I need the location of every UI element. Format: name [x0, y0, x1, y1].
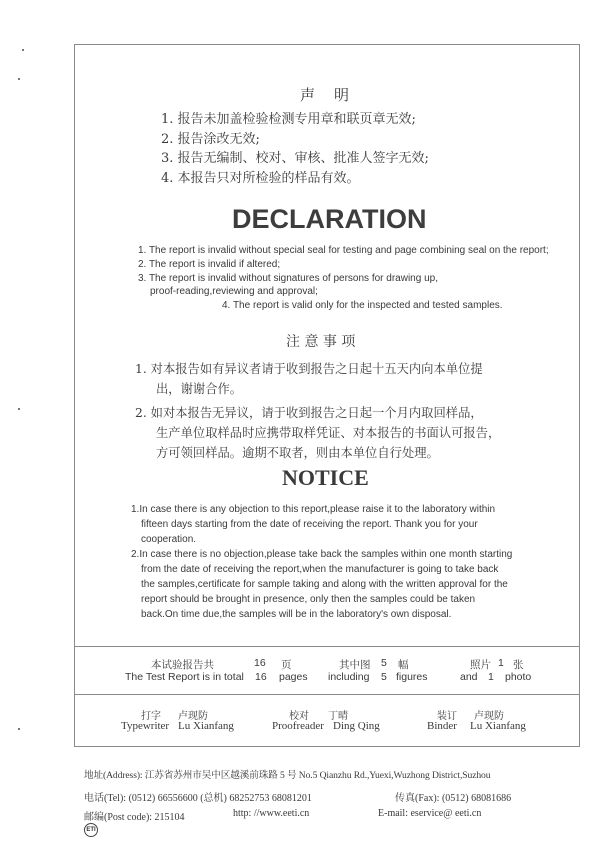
- notice-cn-line: 1. 对本报告如有异议者请于收到报告之日起十五天内向本单位提: [135, 362, 483, 376]
- declaration-cn-item: 1. 报告未加盖检验检测专用章和联页章无效;: [161, 112, 416, 127]
- notice-cn-title: 注 意 事 项: [286, 334, 356, 350]
- notice-cn-line: 2. 如对本报告无异议，请于收到报告之日起一个月内取回样品，: [135, 406, 483, 420]
- typewriter-name-en: Lu Xianfang: [178, 720, 234, 732]
- report-total-pages-en: 16: [255, 671, 267, 683]
- report-photo-unit-cn: 张: [513, 659, 524, 671]
- proofreader-name-en: Ding Qing: [333, 720, 380, 732]
- proofreader-label-cn: 校对: [289, 711, 309, 722]
- notice-cn-list: [135, 359, 500, 463]
- footer-fax: 传真(Fax): (0512) 68081686: [395, 793, 512, 804]
- report-photo-unit-en: photo: [505, 671, 532, 683]
- notice-en-line: from the date of receiving the report,when the manufacturer is going to take back: [141, 564, 499, 575]
- footer-email-link[interactable]: E-mail: eservice@ eeti.cn: [378, 808, 482, 819]
- declaration-cn-item: 2. 报告涂改无效;: [161, 131, 260, 147]
- report-figures-unit-en: figures: [396, 671, 428, 683]
- footer-postcode: 邮编(Post code): 215104: [84, 812, 185, 823]
- report-figures-count-en: 5: [381, 671, 387, 683]
- declaration-cn-item: 4. 本报告只对所检验的样品有效。: [161, 170, 360, 186]
- report-including-label-cn: 其中图: [339, 659, 371, 671]
- scan-mark: [18, 78, 20, 80]
- footer-tel: 电话(Tel): (0512) 66556600 (总机) 68252753 68081201: [84, 793, 312, 804]
- report-including-label-en: including: [328, 671, 370, 683]
- report-photo-count-en: 1: [488, 671, 494, 683]
- notice-cn-line: 出，谢谢合作。: [156, 382, 243, 396]
- scan-mark: [18, 728, 20, 730]
- binder-name-en: Lu Xianfang: [470, 720, 526, 732]
- report-photo-label-cn: 照片: [470, 659, 491, 671]
- notice-en-title: NOTICE: [282, 465, 369, 490]
- scan-mark: [22, 49, 24, 51]
- declaration-en-line: 1. The report is invalid without special seal for testing and page combining seal on the report;: [138, 245, 549, 256]
- declaration-cn-list: [161, 110, 429, 188]
- declaration-en-line: 3. The report is invalid without signatures of persons for drawing up,: [138, 272, 438, 284]
- proofreader-label-en: Proofreader: [272, 720, 324, 732]
- notice-cn-line: 方可领回样品。逾期不取者，则由本单位自行处理。: [156, 446, 439, 460]
- notice-en-line: fifteen days starting from the date of receiving the report. Thank you for your: [141, 519, 478, 530]
- footer-address: 地址(Address): 江苏省苏州市吴中区越溪前珠路 5 号 No.5 Qianzhu Rd.,Yuexi,Wuzhong District,Suzhou: [84, 770, 491, 781]
- report-figures-count-cn: 5: [381, 657, 387, 669]
- report-total-label-cn: 本试验报告共: [151, 659, 214, 671]
- notice-en-line: back.On time due,the samples will be in the laboratory's own disposal.: [141, 609, 452, 620]
- declaration-cn-title: 声 明: [300, 86, 352, 104]
- declaration-en-title: DECLARATION: [232, 204, 427, 234]
- report-photo-count-cn: 1: [498, 657, 504, 669]
- report-total-pages-cn: 16: [254, 657, 266, 669]
- proofreader-name-cn: 丁晴: [328, 711, 348, 722]
- notice-en-line: report should be brought in presence, only then the samples could be taken: [141, 594, 476, 605]
- divider: [74, 694, 580, 695]
- report-and-label-en: and: [460, 671, 478, 683]
- notice-en-list: [131, 502, 512, 622]
- notice-en-line: 2.In case there is no objection,please take back the samples within one month starting: [131, 549, 513, 560]
- declaration-en-line: proof-reading,reviewing and approval;: [150, 286, 318, 298]
- report-pages-unit-en: pages: [279, 671, 308, 683]
- scan-mark: [18, 408, 20, 410]
- notice-en-line: cooperation.: [141, 534, 197, 545]
- notice-cn-line: 生产单位取样品时应携带取样凭证、对本报告的书面认可报告，: [156, 426, 501, 440]
- typewriter-label-cn: 打字: [141, 711, 161, 722]
- notice-en-line: the samples,certificate for sample taking and along with the written approval for the: [141, 579, 508, 590]
- binder-label-en: Binder: [427, 720, 457, 732]
- declaration-en-line: 4. The report is valid only for the inspected and tested samples.: [222, 300, 503, 312]
- divider: [74, 646, 580, 647]
- binder-name-cn: 卢现防: [474, 711, 504, 722]
- footer-website-link[interactable]: http: //www.eeti.cn: [233, 808, 310, 819]
- eti-logo-icon: ETI: [84, 823, 98, 837]
- report-figures-unit-cn: 幅: [398, 659, 409, 671]
- declaration-cn-item: 3. 报告无编制、校对、审核、批准人签字无效;: [161, 151, 429, 166]
- report-pages-unit-cn: 页: [281, 659, 292, 671]
- typewriter-name-cn: 卢现防: [178, 711, 208, 722]
- binder-label-cn: 装订: [437, 711, 457, 722]
- report-total-label-en: The Test Report is in total: [125, 671, 244, 683]
- declaration-en-line: 2. The report is invalid if altered;: [138, 258, 281, 270]
- typewriter-label-en: Typewriter: [121, 720, 170, 732]
- declaration-en-list: [138, 244, 549, 313]
- notice-en-line: 1.In case there is any objection to this report,please raise it to the laboratory within: [131, 504, 496, 515]
